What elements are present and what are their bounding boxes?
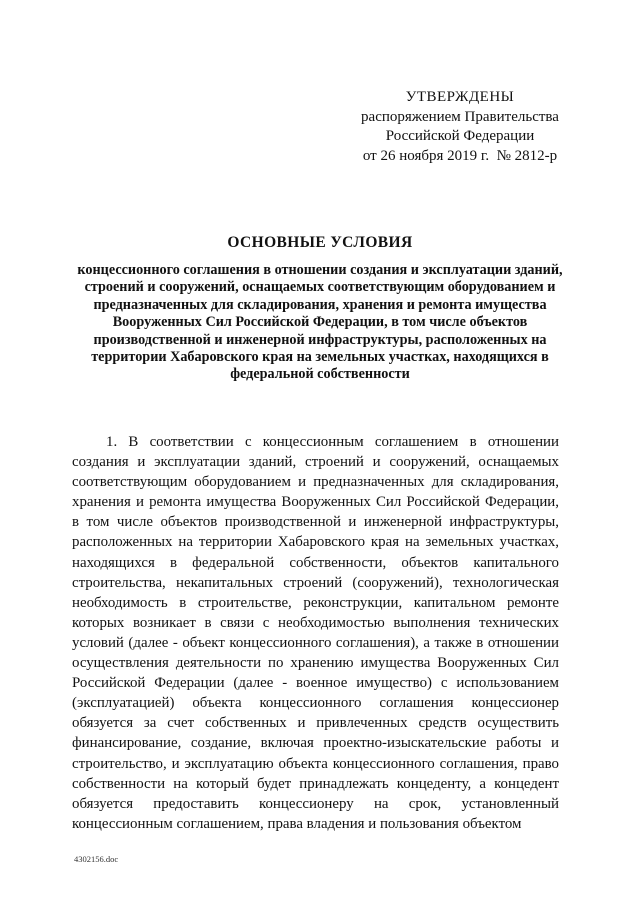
approval-line-3: от 26 ноября 2019 г. № 2812-р [362,147,558,164]
approval-line-1: распоряжением Правительства [361,108,559,125]
footer-document-code: 4302156.doc [74,854,119,864]
document-title: ОСНОВНЫЕ УСЛОВИЯ [227,234,413,251]
document-title-block [70,234,570,384]
approval-heading: УТВЕРЖДЕНЫ [405,89,515,105]
approval-stamp [330,88,590,166]
document-subtitle: концессионного соглашения в отношении создания и эксплуатации зданий, строений и сооружений, оснащаемых соответствующим оборудованием и предназначенных для складирования, хранения и ремонта имущества Вооруженных Сил Российской Федерации, в том числе объектов производственной и инженерной инфраструктуры, расположенных на территории Хабаровского края на земельных участках, находящихся в федеральной собственности [77,262,563,383]
approval-line-2: Российской Федерации [385,128,535,144]
body-paragraph-1: 1. В соответствии с концессионным соглашением в отношении создания и эксплуатации зданий, строений и сооружений, оснащаемых соответствующим оборудованием и предназначенных для складирования, хранения и ремонта имущества Вооруженных Сил Российской Федерации, в том числе объектов производственной и инженерной инфраструктуры, расположенных на территории Хабаровского края на земельных участках, находящихся в федеральной собственности, объектов капитального строительства, некапитальных строений (сооружений), технологическая необходимость в строительстве, реконструкции, капитальном ремонте которых возникает в связи с необходимостью выполнения технических условий (далее - объект концессионного соглашения), а также в отношении осуществления деятельности по хранению имущества Вооруженных Сил Российской Федерации (далее - военное имущество) с использованием (эксплуатацией) объекта концессионного соглашения концессионер обязуется за счет собственных и привлеченных средств осуществить финансирование, создание, включая проектно-изыскательские работы и строительство, и эксплуатацию объекта концессионного соглашения, право собственности на который будет принадлежать концеденту, а концедент обязуется предоставить концессионеру на срок, установленный концессионным соглашением, права владения и пользования объектом [72,434,559,832]
